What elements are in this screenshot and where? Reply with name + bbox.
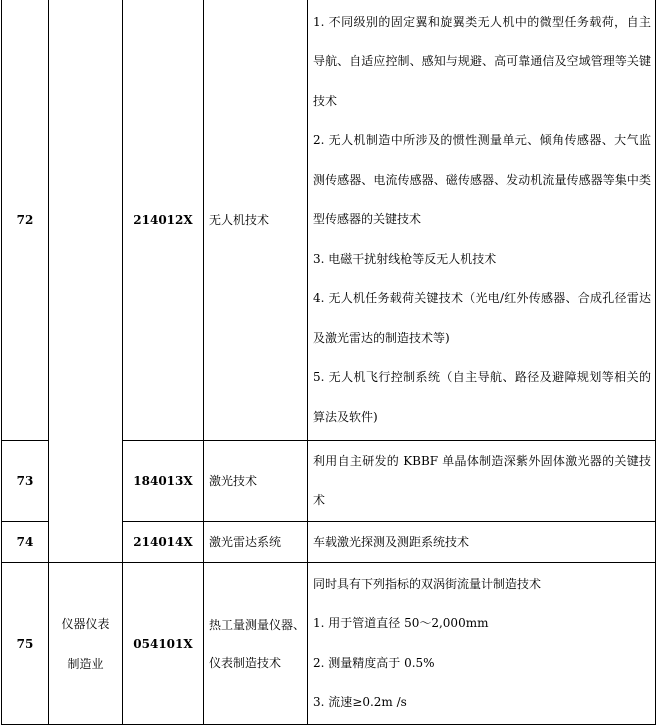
description-line: 1. 用于管道直径 50～2,000mm xyxy=(313,616,489,630)
item-number: 72 xyxy=(2,0,49,441)
technology-description xyxy=(308,0,656,441)
item-code: 054101X xyxy=(123,563,204,725)
technology-catalog-table xyxy=(1,0,656,725)
item-number: 75 xyxy=(2,563,49,725)
technology-name: 激光技术 xyxy=(204,441,308,522)
description-line: 3. 流速≥0.2m /s xyxy=(313,695,407,709)
technology-description xyxy=(308,563,656,725)
technology-name: 激光雷达系统 xyxy=(204,522,308,563)
description-line: 2. 测量精度高于 0.5% xyxy=(313,655,435,670)
table-row xyxy=(2,0,656,441)
description-line: 5. 无人机飞行控制系统（自主导航、路径及避障规划等相关的算法及软件) xyxy=(313,370,651,424)
item-number: 73 xyxy=(2,441,49,522)
technology-description xyxy=(308,522,656,563)
description-line: 车载激光探测及测距系统技术 xyxy=(313,534,470,549)
item-code: 214012X xyxy=(123,0,204,441)
description-line: 1. 不同级别的固定翼和旋翼类无人机中的微型任务载荷，自主导航、自适应控制、感知与规避、高可靠通信及空域管理等关键技术 xyxy=(313,14,651,108)
item-code: 214014X xyxy=(123,522,204,563)
technology-description xyxy=(308,441,656,522)
description-line: 同时具有下列指标的双涡街流量计制造技术 xyxy=(313,576,542,591)
industry-cell xyxy=(49,0,123,563)
description-line: 2. 无人机制造中所涉及的惯性测量单元、倾角传感器、大气监测传感器、电流传感器、磁传感器、发动机流量传感器等集中类型传感器的关键技术 xyxy=(313,133,651,227)
description-line: 利用自主研发的 KBBF 单晶体制造深紫外固体激光器的关键技术 xyxy=(313,454,651,507)
description-line: 3. 电磁干扰射线枪等反无人机技术 xyxy=(313,251,497,266)
industry-name: 仪器仪表制造业 xyxy=(49,563,123,725)
item-number: 74 xyxy=(2,522,49,563)
technology-name: 热工量测量仪器、仪表制造技术 xyxy=(204,563,308,725)
table-row xyxy=(2,563,656,725)
technology-name: 无人机技术 xyxy=(204,0,308,441)
description-line: 4. 无人机任务载荷关键技术（光电/红外传感器、合成孔径雷达及激光雷达的制造技术等) xyxy=(313,291,651,345)
item-code: 184013X xyxy=(123,441,204,522)
